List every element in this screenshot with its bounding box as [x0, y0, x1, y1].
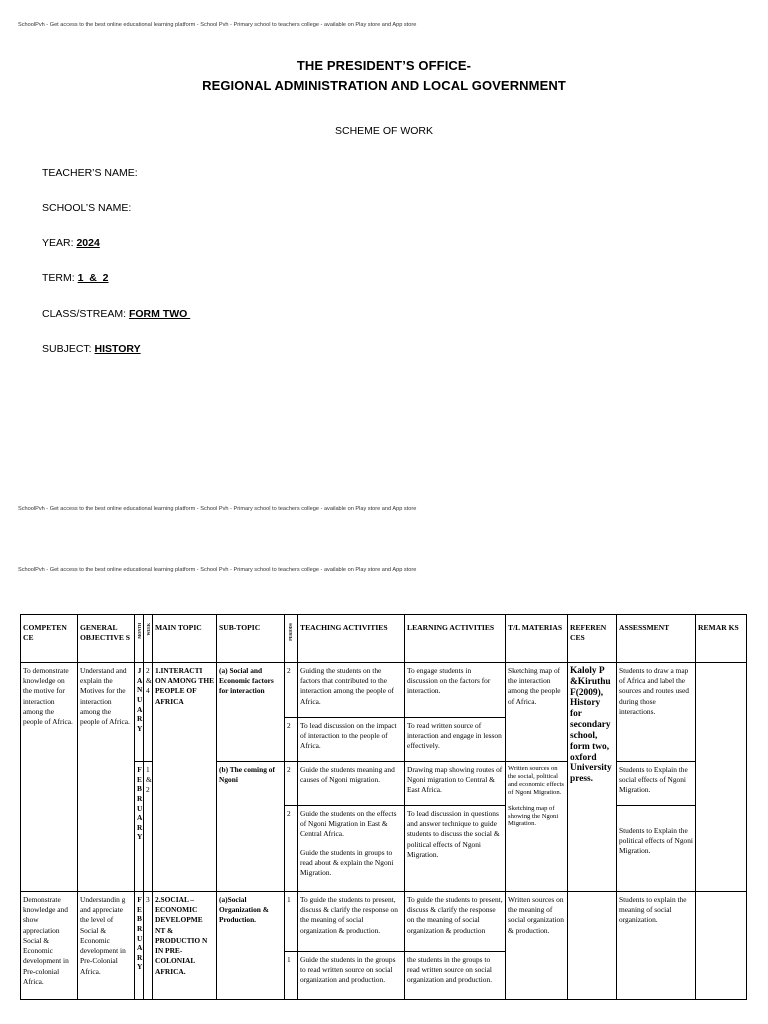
tl-sketch-map: Sketching map of showing the Ngoni Migration. — [508, 804, 559, 828]
subject-field — [42, 343, 141, 355]
references-cell: Kaloly P &Kiruthu F(2009), History for secondary school, form two, oxford University press. — [568, 663, 617, 892]
week-and: & — [146, 676, 152, 686]
tl-materials-cell: Sketching map of the interaction among the people of Africa. — [506, 663, 568, 762]
week-cell — [144, 663, 153, 762]
teaching-text-1: Guide the students on the effects of Ngoni Migration in East & Central Africa. — [300, 809, 397, 839]
header-sub-topic: SUB-TOPIC — [217, 615, 285, 663]
year-label: YEAR: — [42, 237, 77, 249]
header-references: REFEREN CES — [568, 615, 617, 663]
month-cell-january — [135, 663, 144, 762]
year-value: 2024 — [76, 237, 100, 249]
learning-cell: Drawing map showing routes of Ngoni migration to Central & East Africa. — [405, 762, 506, 806]
learning-cell: the students in the groups to read written source on social organization and production. — [405, 952, 506, 1000]
learning-cell: To read written source of interaction and engage in lesson effectively. — [405, 718, 506, 762]
week-cell — [144, 762, 153, 892]
week-cell — [144, 892, 153, 1000]
header-teaching-activities: TEACHING ACTIVITIES — [298, 615, 405, 663]
main-topic-cell: 2.SOCIAL – ECONOMIC DEVELOPME NT & PRODUCTIO N IN PRE-COLONIAL AFRICA. — [153, 892, 217, 1000]
main-topic-cell: 1.INTERACTI ON AMONG THE PEOPLE OF AFRICA — [153, 663, 217, 892]
assessment-cell: Students to explain the meaning of social organization. — [617, 892, 696, 1000]
office-title-line2: REGIONAL ADMINISTRATION AND LOCAL GOVERNMENT — [202, 78, 566, 93]
school-name-label: SCHOOL’S NAME: — [42, 202, 132, 214]
tl-materials-cell — [506, 762, 568, 892]
teacher-name-label: TEACHER’S NAME: — [42, 167, 138, 179]
subject-value: HISTORY — [94, 343, 141, 355]
assessment-cell: Students to draw a map of Africa and label the sources and routes used during those interactions. — [617, 663, 696, 762]
scheme-of-work-title: SCHEME OF WORK — [334, 125, 433, 137]
school-name-field — [42, 202, 131, 214]
month-january: J A N U A R Y — [137, 666, 143, 733]
header-assessment: ASSESSMENT — [617, 615, 696, 663]
week-value-2: 2 — [146, 785, 150, 795]
header-month — [135, 615, 144, 663]
header-tl-materials: T/L MATERIAS — [506, 615, 568, 663]
header-general-objectives: GENERAL OBJECTIVE S — [78, 615, 135, 663]
table-row — [21, 892, 747, 952]
week-value: 3 — [146, 895, 150, 904]
subtopic-cell: (b) The coming of Ngoni — [217, 762, 285, 892]
references-cell — [568, 892, 617, 1000]
office-title-line1: THE PRESIDENT’S OFFICE- — [296, 58, 472, 73]
month-cell-february — [135, 762, 144, 892]
class-stream-label: CLASS/STREAM: — [42, 308, 129, 320]
week-value: 1 — [146, 765, 150, 774]
year-field — [42, 237, 100, 249]
teacher-name-field — [42, 167, 138, 179]
learning-cell: To lead discussion in questions and answer technique to guide students to discuss the social & political effects of Ngoni Migration. — [405, 806, 506, 892]
subtopic-cell: (a)Social Organization & Production. — [217, 892, 285, 1000]
learning-cell: To engage students in discussion on the factors for interaction. — [405, 663, 506, 718]
term-value: 1 & 2 — [77, 272, 109, 284]
header-competence: COMPETEN CE — [21, 615, 78, 663]
month-cell-february — [135, 892, 144, 1000]
table-row — [21, 663, 747, 718]
header-periods-text: PERIODS — [288, 623, 294, 641]
teaching-cell: Guide the students in the groups to read written source on social organization and production. — [298, 952, 405, 1000]
remarks-cell — [696, 892, 747, 1000]
periods-cell: 2 — [285, 762, 298, 806]
learning-cell: To guide the students to present, discuss & clarify the response on the meaning of social organization & production — [405, 892, 506, 952]
objective-cell: Understand and explain the Motives for the interaction among the people of Africa. — [78, 663, 135, 892]
class-stream-field — [42, 308, 190, 320]
teaching-cell — [298, 806, 405, 892]
term-field — [42, 272, 109, 284]
tl-written-sources: Written sources on the social, political and economic effects of Ngoni Migration. — [508, 765, 564, 796]
header-learning-activities: LEARNING ACTIVITIES — [405, 615, 506, 663]
month-february: F E B R U A R Y — [137, 895, 143, 972]
teaching-cell: To lead discussion on the impact of interaction to the people of Africa. — [298, 718, 405, 762]
periods-cell: 1 — [285, 952, 298, 1000]
week-and: & — [146, 775, 152, 785]
scheme-of-work-table — [20, 614, 747, 1000]
header-week-text: WEEK — [146, 623, 151, 636]
page2-header-note: SchoolPvh - Get access to the best online educational learning platform - School Pvh - Primary school to teachers college - available on Play store and App store — [18, 567, 417, 573]
periods-cell: 2 — [285, 663, 298, 718]
page-footer-note: SchoolPvh - Get access to the best online educational learning platform - School Pvh - Primary school to teachers college - available on Play store and App store — [18, 506, 417, 512]
class-stream-value: FORM TWO — [128, 308, 191, 320]
teaching-cell: Guiding the students on the factors that contributed to the interaction among the people of Africa. — [298, 663, 405, 718]
term-label: TERM: — [42, 272, 78, 284]
remarks-cell — [696, 663, 747, 892]
objective-cell: Understandin g and appreciate the level of Social & Economic development in Pre-Colonial Africa. — [78, 892, 135, 1000]
week-value: 2 — [146, 666, 150, 675]
teaching-cell: Guide the students meaning and causes of Ngoni migration. — [298, 762, 405, 806]
competence-cell: Demonstrate knowledge and show appreciation Social & Economic development in Pre-colonial Africa. — [21, 892, 78, 1000]
header-week — [144, 615, 153, 663]
periods-cell: 2 — [285, 806, 298, 892]
header-remarks: REMAR KS — [696, 615, 747, 663]
teaching-cell: To guide the students to present, discuss & clarify the response on the meaning of social organization & production. — [298, 892, 405, 952]
periods-cell: 2 — [285, 718, 298, 762]
subtopic-cell: (a) Social and Economic factors for interaction — [217, 663, 285, 762]
header-main-topic: MAIN TOPIC — [153, 615, 217, 663]
periods-cell: 1 — [285, 892, 298, 952]
header-month-text: MONTH — [137, 623, 142, 639]
tl-materials-cell: Written sources on the meaning of social organization & production. — [506, 892, 568, 1000]
header-note: SchoolPvh - Get access to the best online educational learning platform - School Pvh - Primary school to teachers college - available on Play store and App store — [18, 22, 417, 28]
competence-cell: To demonstrate knowledge on the motive for interaction among the people of Africa. — [21, 663, 78, 892]
table-header-row — [21, 615, 747, 663]
week-value-2: 4 — [146, 686, 150, 696]
assessment-cell: Students to Explain the social effects of Ngoni Migration. — [617, 762, 696, 806]
header-periods — [285, 615, 298, 663]
month-february: F E B R U A R Y — [137, 765, 143, 842]
subject-label: SUBJECT: — [42, 343, 95, 355]
teaching-text-2: Guide the students in groups to read about & explain the Ngoni Migration. — [300, 847, 394, 878]
assessment-cell: Students to Explain the political effects of Ngoni Migration. — [617, 806, 696, 892]
